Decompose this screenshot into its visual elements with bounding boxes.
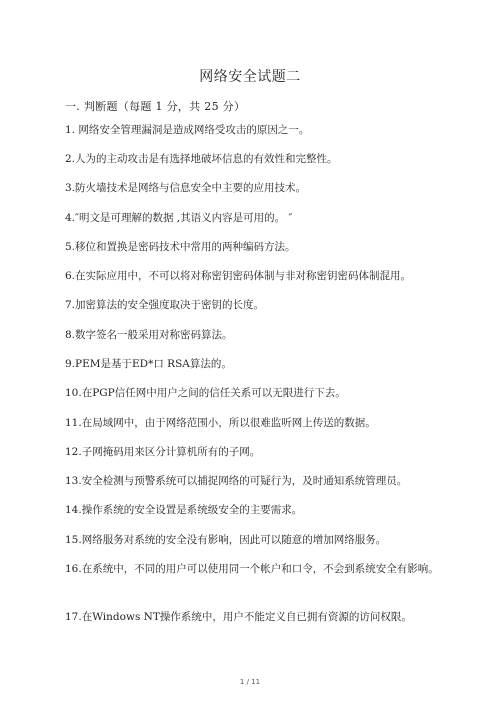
question-item: 4.″明文是可理解的数据 ,其语义内容是可用的。 ″ [65,212,293,224]
question-item: 12.子网掩码用来区分计算机所有的子网。 [65,446,261,458]
page-number: 1 / 11 [239,678,261,686]
question-item: 15.网络服务对系统的安全没有影响，因此可以随意的增加网络服务。 [65,534,387,546]
question-item: 13.安全检测与预警系统可以捕捉网络的可疑行为，及时通知系统管理员。 [65,475,408,487]
document-title: 网络安全试题二 [199,69,301,85]
question-item: 11.在局域网中，由于网络范围小，所以很难监听网上传送的数据。 [65,417,376,429]
question-item: 1. 网络安全管理漏洞是造成网络受攻击的原因之一。 [65,124,310,136]
question-item: 17.在Windows NT操作系统中，用户不能定义自已拥有资源的访问权限。 [65,611,412,623]
question-item: 16.在系统中，不同的用户可以使用同一个帐户和口令，不会到系统安全有影响。 [65,563,439,575]
question-item: 9.PEM是基于ED*口 RSA算法的。 [65,358,232,370]
question-item: 8.数字签名一般采用对称密码算法。 [65,329,233,341]
question-item: 3.防火墙技术是网络与信息安全中主要的应用技术。 [65,182,307,194]
question-item: 5.移位和置换是密码技术中常用的两种编码方法。 [65,241,296,253]
question-item: 6.在实际应用中，不可以将对称密钥密码体制与非对称密钥密码体制混用。 [65,270,412,282]
question-item: 10.在PGP信任网中用户之间的信任关系可以无限进行下去。 [65,387,346,399]
question-item: 2.人为的主动攻击是有选择地破坏信息的有效性和完整性。 [65,153,338,165]
question-item: 7.加密算法的安全强度取决于密钥的长度。 [65,299,265,311]
section-heading: 一. 判断题（每题 1 分，共 25 分） [65,100,246,113]
question-item: 14.操作系统的安全设置是系统级安全的主要需求。 [65,504,303,516]
